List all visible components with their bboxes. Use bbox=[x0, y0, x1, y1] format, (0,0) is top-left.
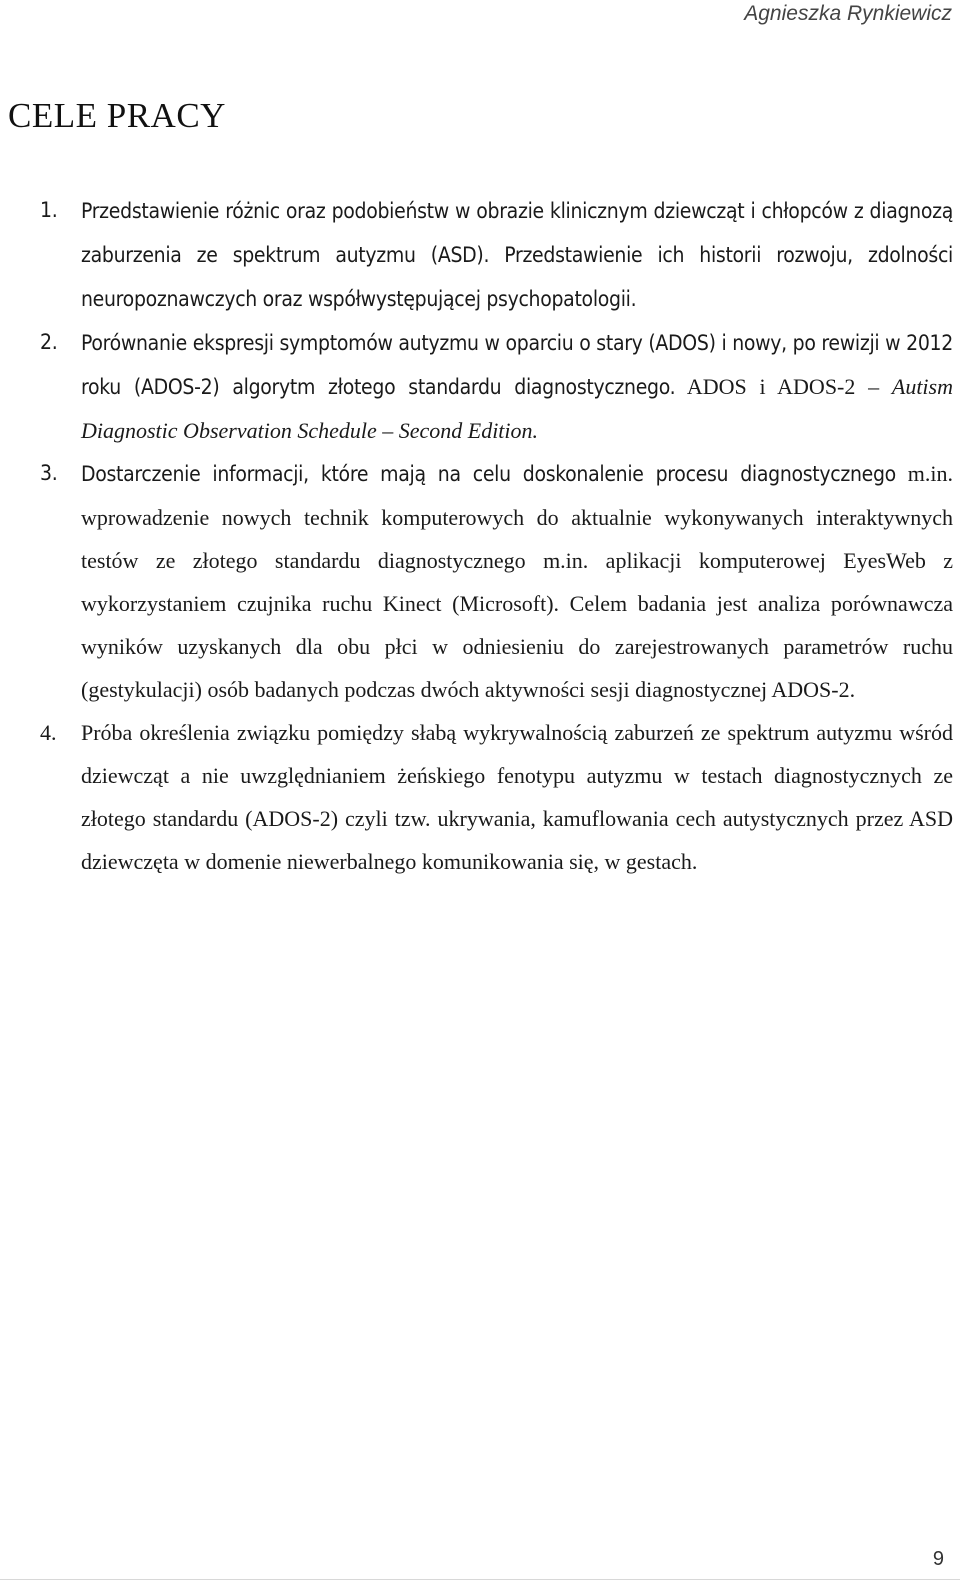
goal-number: 2. bbox=[40, 330, 58, 354]
goal-item-1 bbox=[0, 189, 953, 321]
footer-divider bbox=[0, 1579, 960, 1580]
goal-item-3 bbox=[0, 452, 953, 711]
page-title: CELE PRACY bbox=[8, 96, 226, 135]
page-number: 9 bbox=[932, 1548, 944, 1570]
goals-list bbox=[0, 189, 953, 883]
goal-text-ados: ADOS i ADOS-2 – bbox=[675, 374, 892, 399]
goal-text: Przedstawienie różnic oraz podobieństw w obrazie klinicznym dziewcząt i chłopców z diagnozą zaburzenia ze spektrum autyzmu (ASD). Przedstawienie ich historii rozwoju, zdolności neuropoznawczych oraz współwystępującej psychopatologii. bbox=[81, 199, 953, 311]
goal-text-continued: m.in. wprowadzenie nowych technik komputerowych do aktualnie wykonywanych interaktywnych testów ze złotego standardu diagnostycznego m.in. aplikacji komputerowej EyesWeb z wykorzystaniem czujnika ruchu Kinect (Microsoft). Celem badania jest analiza porównawcza wyników uzyskanych dla obu płci w odniesieniu do zarejestrowanych parametrów ruchu (gestykulacji) osób badanych podczas dwóch aktywności sesji diagnostycznej ADOS-2. bbox=[81, 461, 953, 702]
page-header-author: Agnieszka Rynkiewicz bbox=[744, 2, 952, 25]
goal-number: 4. bbox=[40, 720, 57, 745]
goal-text: Próba określenia związku pomiędzy słabą wykrywalnością zaburzeń ze spektrum autyzmu wśród dziewcząt a nie uwzględnianiem żeńskiego fenotypu autyzmu w testach diagnostycznych ze złotego standardu (ADOS-2) czyli tzw. ukrywania, kamuflowania cech autystycznych przez ASD dziewczęta w domenie niewerbalnego komunikowania się, w gestach. bbox=[81, 720, 953, 874]
goal-number: 1. bbox=[40, 198, 58, 222]
goal-text-italic: Autism Diagnostic Observation Schedule – Second Edition. bbox=[81, 374, 953, 443]
goal-text: Dostarczenie informacji, które mają na celu doskonalenie procesu diagnostycznego bbox=[81, 462, 896, 486]
goal-text: Porównanie ekspresji symptomów autyzmu w oparciu o stary (ADOS) i nowy, po rewizji w 2012 roku (ADOS-2) algorytm złotego standardu diagnostycznego. bbox=[81, 331, 953, 399]
goal-item-2 bbox=[0, 321, 953, 452]
goal-number: 3. bbox=[40, 461, 58, 485]
goal-item-4 bbox=[0, 711, 953, 883]
